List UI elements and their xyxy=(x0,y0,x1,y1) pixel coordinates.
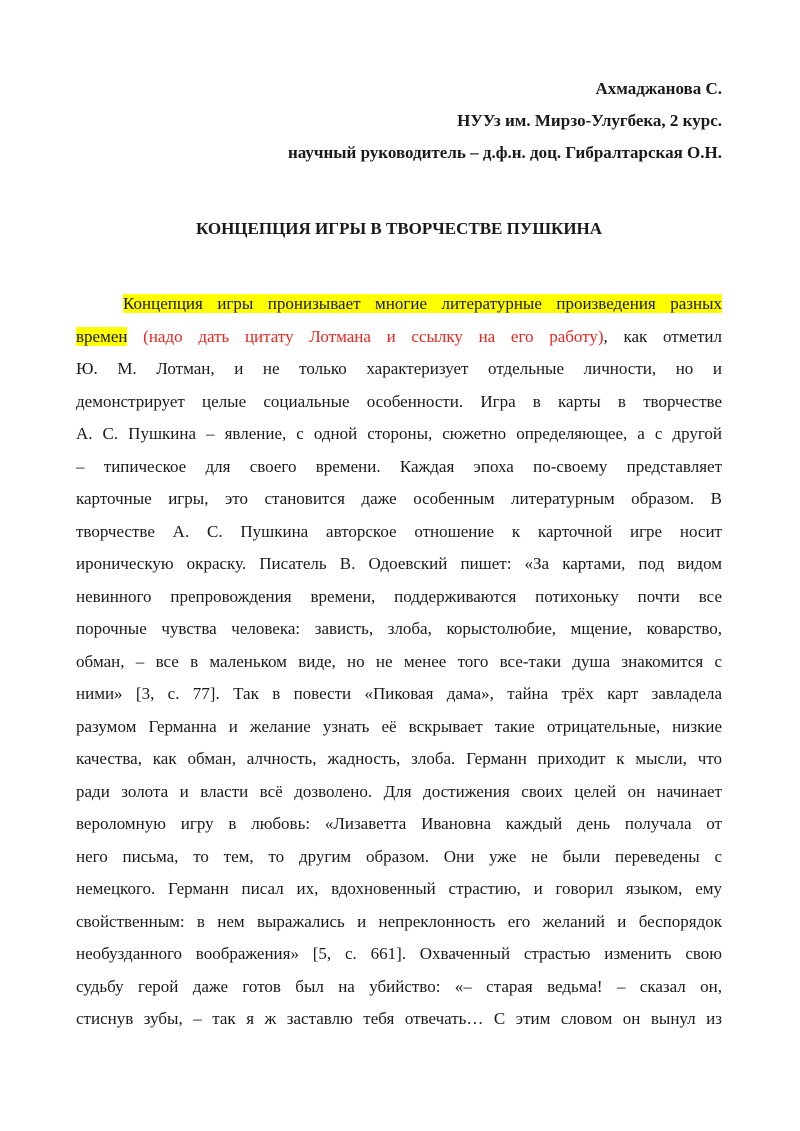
body-line: обман, – все в маленьком виде, но не менее того все-таки душа знакомится с xyxy=(76,651,722,671)
body-line: порочные чувства человека: зависть, злоба, корыстолюбие, мщение, коварство, xyxy=(76,619,722,638)
body-line: ироническую окраску. Писатель В. Одоевский пишет: «За картами, под видом xyxy=(76,554,722,573)
body-line: ними» [3, с. 77]. Так в повести «Пиковая дама», тайна трёх карт завладела xyxy=(76,684,722,703)
body-line: немецкого. Германн писал их, вдохновенный страстию, и говорил языком, ему xyxy=(76,879,722,898)
author-block xyxy=(76,73,722,169)
author-name: Ахмаджанова С. xyxy=(595,79,722,98)
editor-note: (надо дать цитату Лотмана и ссылку на его работу) xyxy=(143,326,604,346)
body-line: разумом Германна и желание узнать её вскрывает такие отрицательные, низкие xyxy=(76,716,722,736)
body-line: невинного препровождения времени, поддерживаются потихоньку почти все xyxy=(76,586,722,606)
body-line: Ю. М. Лотман, и не только характеризует отдельные личности, но и xyxy=(76,359,722,378)
body-line xyxy=(76,288,722,321)
author-affiliation: НУУз им. Мирзо-Улугбека, 2 курс. xyxy=(457,111,722,130)
body-line xyxy=(76,321,722,354)
highlighted-text: времен xyxy=(76,326,128,346)
scientific-supervisor: научный руководитель – д.ф.н. доц. Гибралтарская О.Н. xyxy=(287,143,722,162)
body-text-fragment: , как отметил xyxy=(603,326,722,346)
article-body xyxy=(76,288,722,1036)
body-line: А. С. Пушкина – явление, с одной стороны, сюжетно определяющее, а с другой xyxy=(76,424,722,443)
body-line: стиснув зубы, – так я ж заставлю тебя отвечать… С этим словом он вынул из xyxy=(76,1009,722,1028)
article-title: КОНЦЕПЦИЯ ИГРЫ В ТВОРЧЕСТВЕ ПУШКИНА xyxy=(195,219,603,238)
highlighted-text: Концепция игры пронизывает многие литературные произведения разных xyxy=(123,294,722,313)
body-line: творчестве А. С. Пушкина авторское отношение к карточной игре носит xyxy=(76,521,722,541)
body-line: вероломную игру в любовь: «Лизаветта Ивановна каждый день получала от xyxy=(76,814,722,833)
body-line: судьбу герой даже готов был на убийство: «– старая ведьма! – сказал он, xyxy=(76,976,722,996)
body-line: демонстрирует целые социальные особенности. Игра в карты в творчестве xyxy=(76,391,722,411)
body-line: карточные игры, это становится даже особенным литературным образом. В xyxy=(76,489,722,508)
body-line: качества, как обман, алчность, жадность, злоба. Германн приходит к мысли, что xyxy=(76,749,722,768)
body-line: него письма, то тем, то другим образом. Они уже не были переведены с xyxy=(76,846,722,866)
body-line: ради золота и власти всё дозволено. Для достижения своих целей он начинает xyxy=(76,781,722,801)
body-line: – типическое для своего времени. Каждая эпоха по-своему представляет xyxy=(76,456,722,476)
body-line: необузданного воображения» [5, с. 661]. Охваченный страстью изменить свою xyxy=(76,944,722,963)
body-line: свойственным: в нем выражались и непреклонность его желаний и беспорядок xyxy=(76,911,722,931)
